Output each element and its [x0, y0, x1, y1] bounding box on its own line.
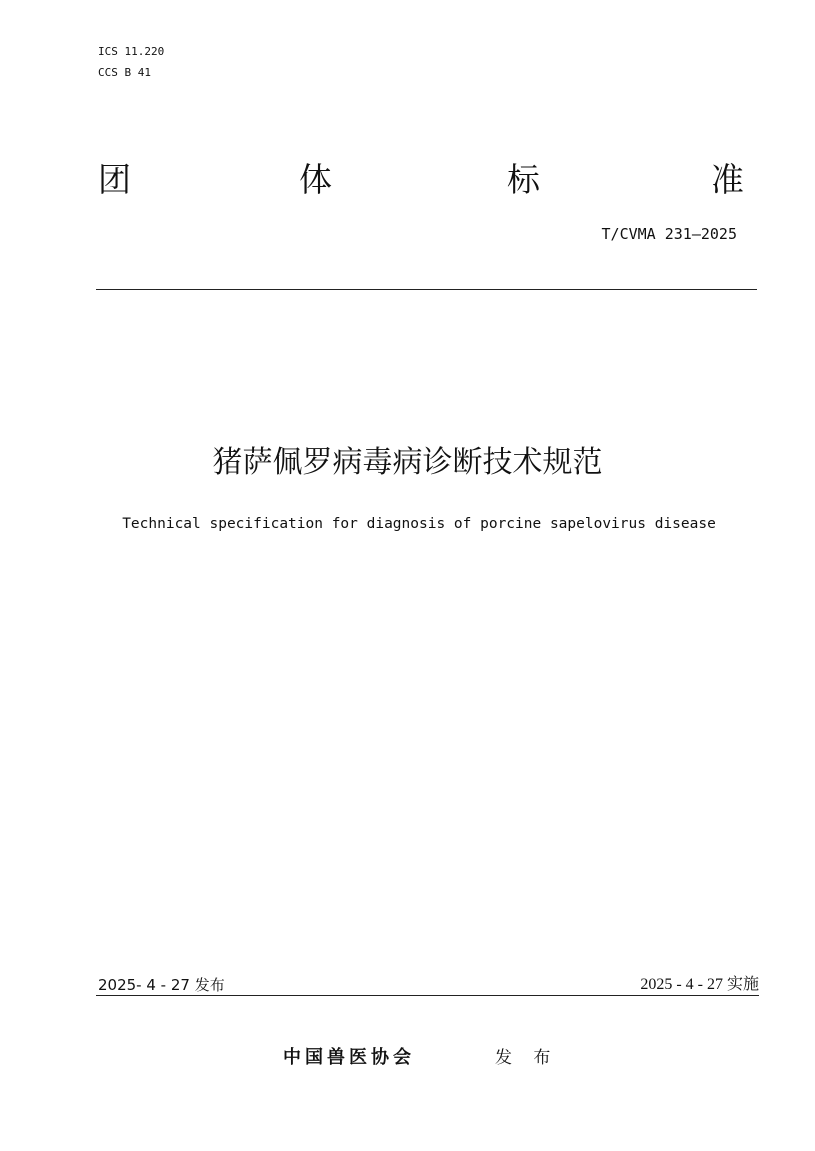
- date-divider: [96, 995, 759, 996]
- implementation-date: 2025 - 4 - 27 实施: [640, 976, 759, 993]
- standard-number: T/CVMA 231—2025: [601, 225, 737, 243]
- publisher-name: 中国兽医协会: [283, 1047, 415, 1068]
- header-divider: [96, 289, 757, 290]
- standard-type-char: 标: [507, 160, 540, 199]
- issue-date: 2025- 4 - 27 发布: [98, 976, 225, 994]
- standard-type-heading: [98, 156, 744, 204]
- publish-label: 发 布: [495, 1048, 559, 1068]
- ics-code: ICS 11.220: [98, 45, 165, 58]
- title-english: Technical specification for diagnosis of porcine sapelovirus disease: [122, 516, 716, 532]
- title-chinese: 猪萨佩罗病毒病诊断技术规范: [212, 445, 603, 480]
- standard-type-char: 准: [711, 160, 744, 199]
- ccs-code: CCS B 41: [98, 66, 151, 79]
- classification-codes: [98, 41, 164, 83]
- standard-type-char: 团: [98, 160, 131, 199]
- standard-type-char: 体: [299, 160, 332, 199]
